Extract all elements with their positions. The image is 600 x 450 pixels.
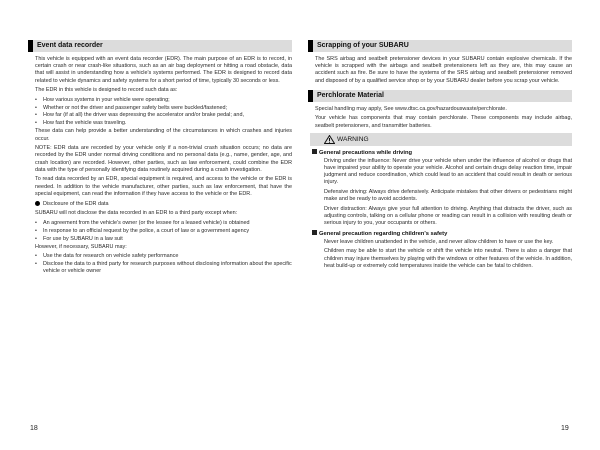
- children-paragraph-2: Children may be able to start the vehicle or shift the vehicle into neutral. There is also a danger that children may injure themselves by playing with the windows or other features of the vehicle. In addition, heat build-up or extremely cold temperatures inside the vehicle can be fatal to children.: [324, 248, 572, 269]
- bullet-circle-icon: [35, 201, 40, 206]
- section-heading-perchlorate: Perchlorate Material: [308, 90, 572, 102]
- edr-paragraph-5: To read data recorded by an EDR, special equipment is required, and access to the vehicle or the EDR is needed. In addition to the vehicle manufacturer, other parties, such as law enforcement, that have the special equipment, can read the information if they have access to the vehicle or the EDR.: [35, 176, 292, 197]
- list-item: • For use by SUBARU in a law suit: [35, 236, 292, 243]
- scrapping-paragraph: The SRS airbag and seatbelt pretensioner devices in your SUBARU contain explosive chemicals. If the vehicle is scrapped with the airbags and seatbelt pretensioners left as they are, this may cause an accident such as fire. Be sure to have the systems of the SRS airbag and seatbelt pretensioner removed and disposed of by a qualified service shop or by your SUBARU dealer before you scrap your vehicle.: [315, 56, 572, 84]
- list-item: • An agreement from the vehicle's owner (or the lessee for a leased vehicle) is obtained: [35, 220, 292, 227]
- right-page-column: [310, 40, 572, 272]
- disclosure-paragraph: SUBARU will not disclose the data recorded in an EDR to a third party except when:: [35, 210, 238, 217]
- square-bullet-icon: [312, 230, 317, 235]
- driving-influence-paragraph: Driving under the influence: Never drive your vehicle when under the influence of alcohol or drugs that have impaired your ability to operate your vehicle. Alcohol and certain drugs delay reaction time, impair judgment and reduce coordination, which could lead to an accident that could result in death or serious injury.: [324, 157, 572, 186]
- edr-note-paragraph: NOTE: EDR data are recorded by your vehicle only if a non-trivial crash situation occurs; no data are recorded by the EDR under normal driving conditions and no personal data (e.g., name, gender, age, and crash location) are recorded. However, other parties, such as law enforcement, could combine the EDR data with the type of personally identifying data routinely acquired during a crash investigation.: [35, 145, 292, 173]
- driver-distraction-paragraph: Driver distraction: Always give your full attention to driving. Anything that distracts the driver, such as adjusting controls, talking on a cellular phone or reading can result in a collision with resulting death or serious injury to you, your occupants or others.: [324, 205, 572, 227]
- list-item: • Disclose the data to a third party for research purposes without disclosing information about the specific vehicle or vehicle owner: [35, 261, 292, 275]
- page-number-left: 18: [30, 425, 38, 432]
- list-item: • How fast the vehicle was traveling.: [35, 120, 292, 127]
- warning-triangle-icon: [324, 135, 335, 144]
- edr-paragraph-3: These data can help provide a better understanding of the circumstances in which crashes and injuries occur.: [35, 128, 292, 142]
- perchlorate-paragraph-2: Your vehicle has components that may contain perchlorate. These components may include airbag, seatbelt pretensioners, and transmitter batteries.: [315, 115, 572, 129]
- subheading-label: General precautions while driving: [319, 149, 413, 156]
- list-item: • Use the data for research on vehicle safety performance: [35, 253, 292, 260]
- list-item: • Whether or not the driver and passenger safety belts were buckled/fastened;: [35, 105, 292, 112]
- section-heading-scrapping: Scrapping of your SUBARU: [308, 40, 572, 52]
- list-item: • How far (if at all) the driver was depressing the accelerator and/or brake pedal; and,: [35, 112, 292, 119]
- disclosure-exceptions-list: [30, 220, 292, 243]
- edr-paragraph-1: This vehicle is equipped with an event data recorder (EDR). The main purpose of an EDR is to record, in certain crash or near crash-like situations, such as an air bag deployment or hitting a road obstacle, data that will assist in understanding how a vehicle's systems performed. The EDR is designed to record data related to vehicle dynamics and safety systems for a short period of time, typically 30 seconds or less.: [35, 56, 292, 84]
- edr-paragraph-2: The EDR in this vehicle is designed to record such data as:: [35, 87, 178, 94]
- warning-banner: [310, 133, 572, 146]
- disclosure-however-paragraph: However, if necessary, SUBARU may:: [35, 243, 127, 250]
- subheading-label: General precaution regarding children's safety: [319, 230, 448, 237]
- perchlorate-paragraph-1: Special handling may apply, See www.dtsc.ca.gov/hazardouswaste/perchlorate.: [315, 105, 507, 112]
- warning-label: WARNING: [337, 135, 369, 143]
- square-bullet-icon: [312, 149, 317, 154]
- subaru-may-list: [30, 253, 292, 275]
- edr-recorded-data-list: [30, 97, 292, 128]
- section-heading-edr: Event data recorder: [28, 40, 292, 52]
- disclosure-heading: [30, 200, 292, 208]
- list-item: • How various systems in your vehicle were operating;: [35, 97, 292, 104]
- subheading-children-safety: [310, 230, 572, 238]
- subheading-general-precautions: [310, 149, 572, 157]
- defensive-driving-paragraph: Defensive driving: Always drive defensively. Anticipate mistakes that other drivers or pedestrians might make and be ready to avoid accidents.: [324, 189, 572, 203]
- page-number-right: 19: [561, 425, 569, 432]
- left-page-column: [30, 40, 292, 277]
- children-paragraph-1: Never leave children unattended in the vehicle, and never allow children to have or use the key.: [324, 238, 554, 245]
- list-item: • In response to an official request by the police, a court of law or a government agency: [35, 228, 292, 235]
- disclosure-heading-label: Disclosure of the EDR data: [43, 201, 109, 208]
